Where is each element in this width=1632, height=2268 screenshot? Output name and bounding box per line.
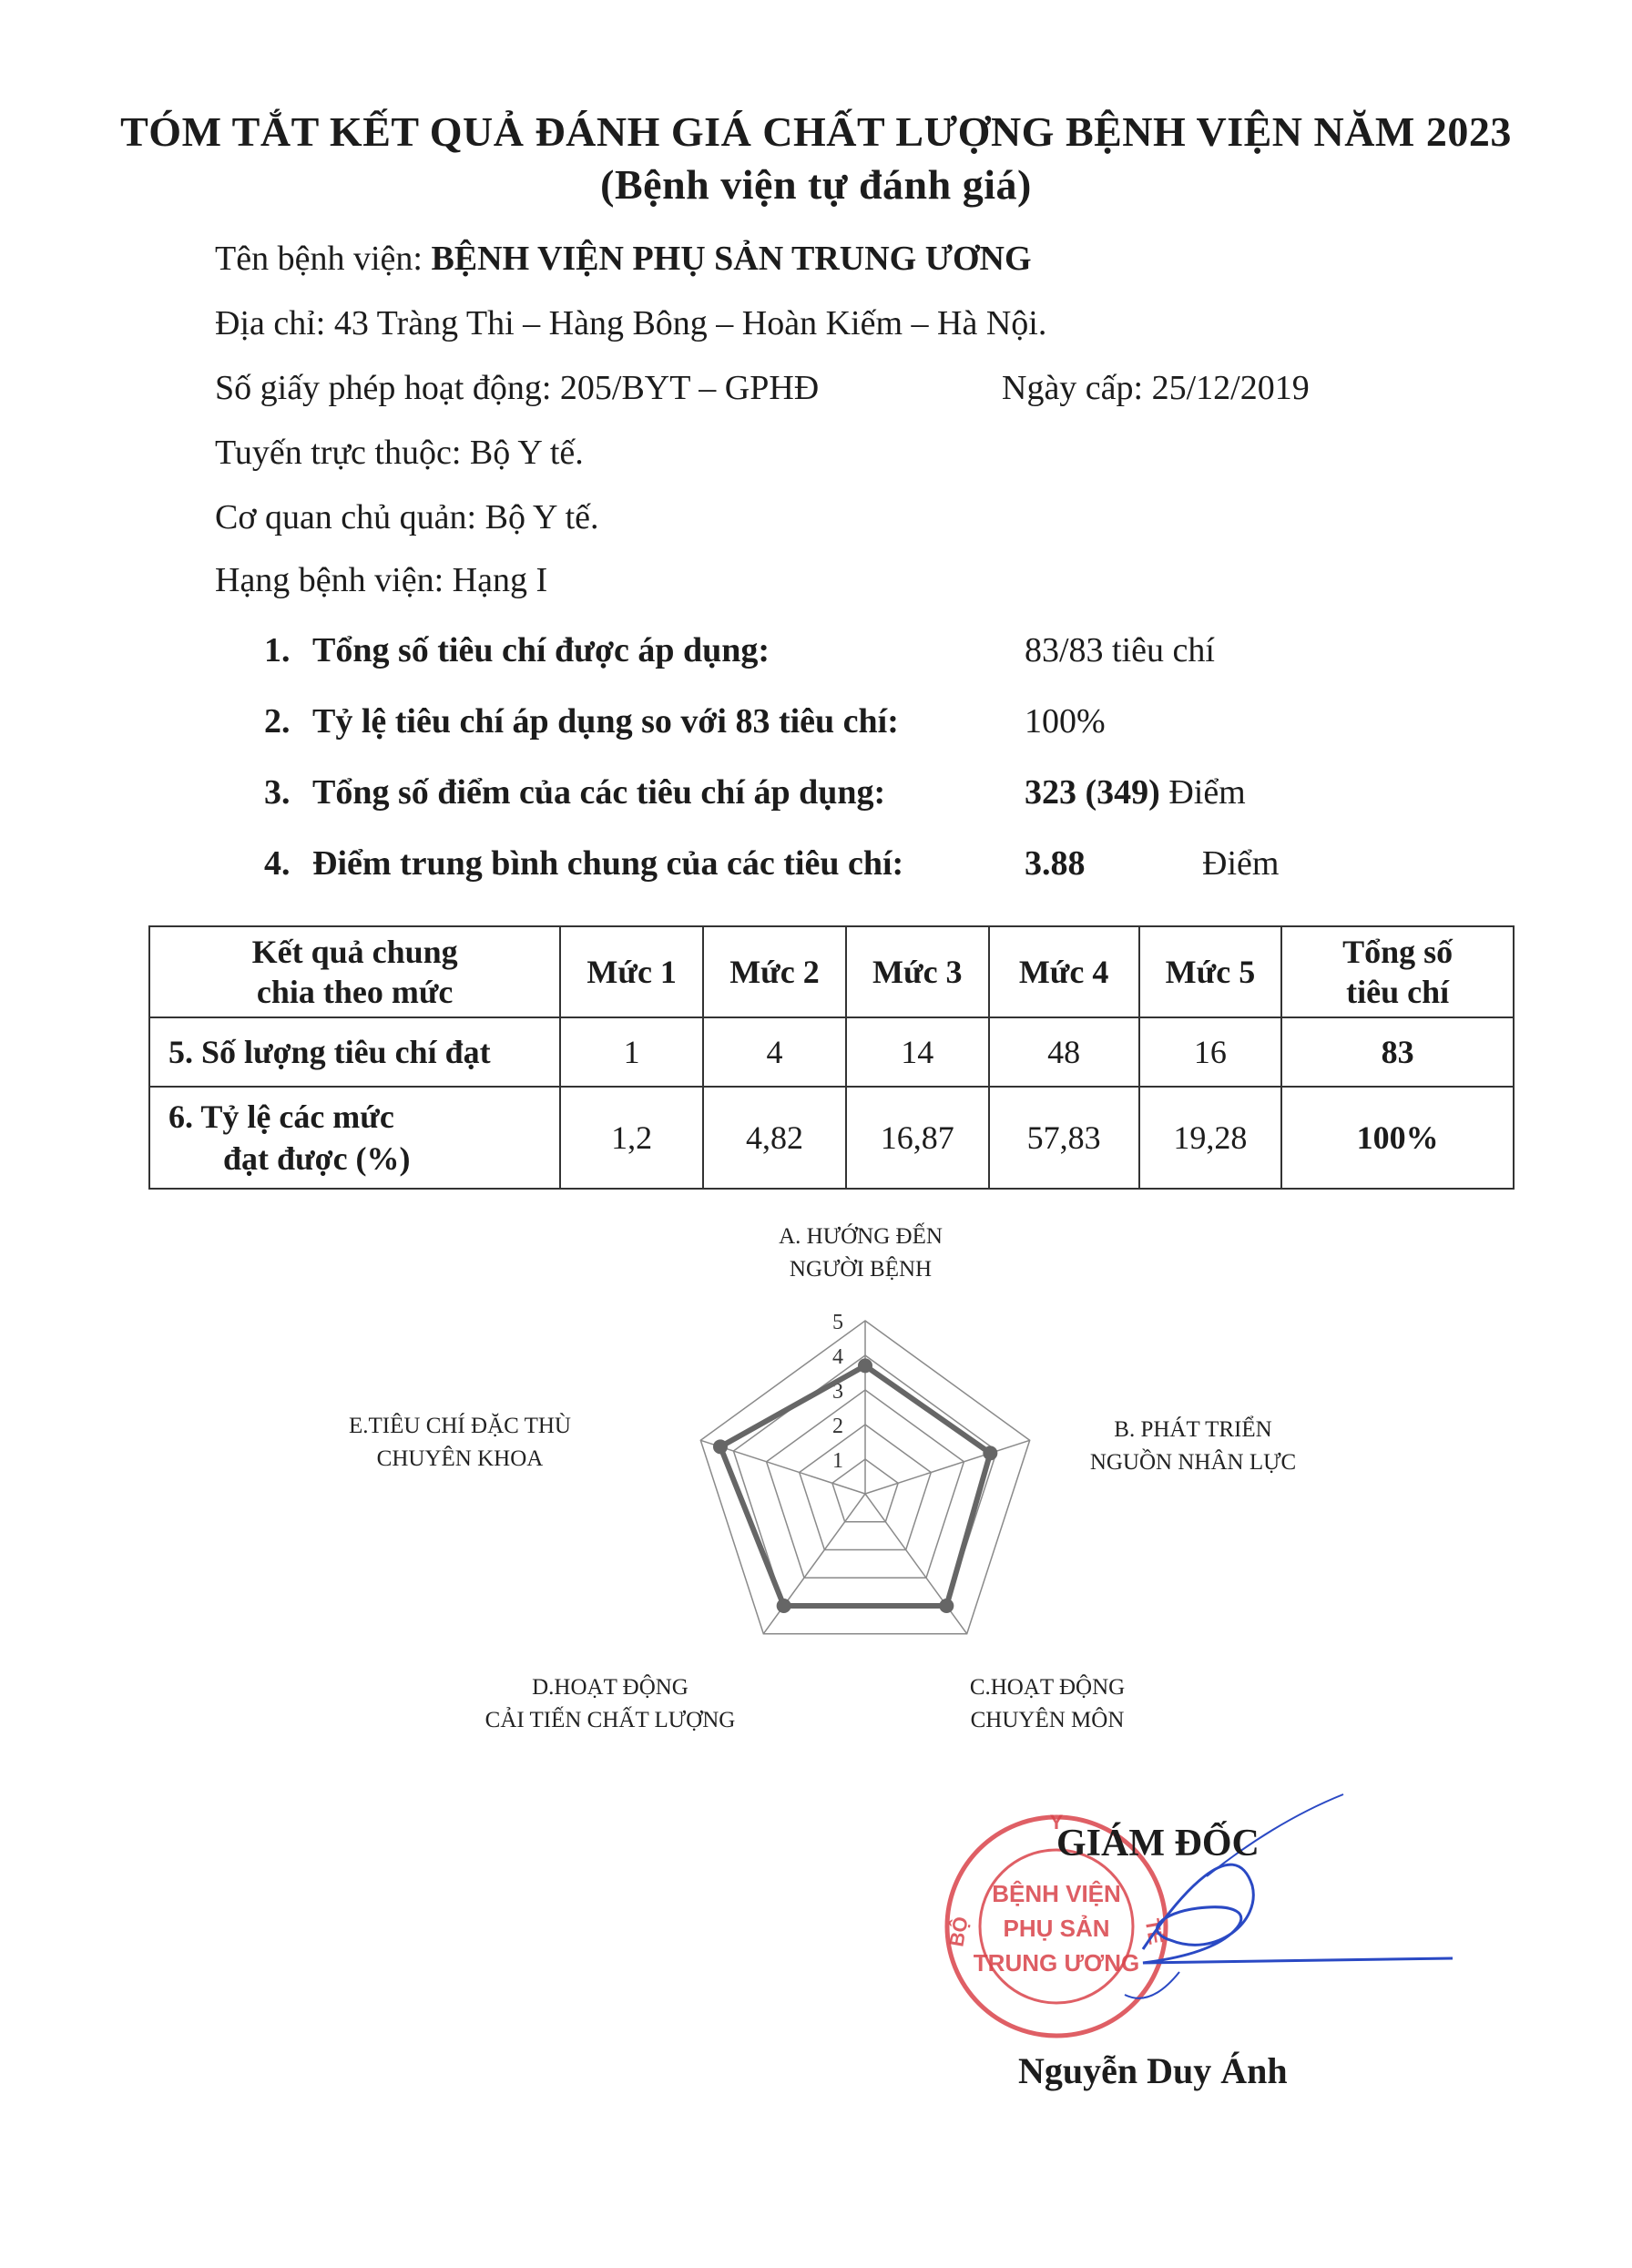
radar-axis-label-b: B. PHÁT TRIỂN NGUỒN NHÂN LỰC xyxy=(1089,1417,1297,1475)
document-subtitle: (Bệnh viện tự đánh giá) xyxy=(600,161,1032,208)
issue-date-line xyxy=(1002,368,1310,408)
signatory-title: GIÁM ĐỐC xyxy=(1056,1823,1260,1864)
radar-axis-label-a: A. HƯỚNG ĐẾN NGƯỜI BỆNH xyxy=(779,1224,943,1282)
header-level-cell: Mức 3 xyxy=(846,926,989,1017)
row-label-cell: 5. Số lượng tiêu chí đạt xyxy=(149,1017,560,1087)
radar-spoke xyxy=(865,1494,967,1634)
radar-tick-label: 5 xyxy=(832,1311,843,1334)
radar-spoke xyxy=(865,1440,1030,1494)
stat-number: 2. xyxy=(264,702,291,741)
total-cell: 100% xyxy=(1281,1087,1514,1189)
radar-data-point xyxy=(858,1358,872,1373)
value-cell: 1 xyxy=(560,1017,703,1087)
rank-row xyxy=(215,560,547,600)
stat-value-number: 3.88 xyxy=(1025,844,1086,883)
header-total-line: Tổng số xyxy=(1342,934,1454,970)
issue-date-value: 25/12/2019 xyxy=(1151,369,1310,407)
radar-data-point xyxy=(939,1599,954,1613)
stat-label: Điểm trung bình chung của các tiêu chí: xyxy=(312,844,904,883)
radar-spoke xyxy=(763,1494,865,1634)
stat-value: 100% xyxy=(1025,702,1106,741)
total-cell: 83 xyxy=(1281,1017,1514,1087)
stat-label: Tỷ lệ tiêu chí áp dụng so với 83 tiêu chí: xyxy=(312,702,899,741)
hospital-name-line xyxy=(215,239,1032,279)
header-total-cell xyxy=(1281,926,1514,1017)
header-label-line: chia theo mức xyxy=(256,974,454,1010)
header-label-cell xyxy=(149,926,560,1017)
line-value: Bộ Y tế. xyxy=(469,434,584,472)
stat-number: 4. xyxy=(264,844,291,883)
address-line xyxy=(215,303,1046,343)
radar-data-point xyxy=(983,1446,997,1460)
agency-value: Bộ Y tế. xyxy=(484,498,599,536)
signatory-name: Nguyễn Duy Ánh xyxy=(1018,2050,1288,2091)
header-total-line: tiêu chí xyxy=(1346,974,1450,1010)
row-label-line: 6. Tỷ lệ các mức xyxy=(168,1098,394,1135)
table-row xyxy=(149,1017,1514,1087)
radar-tick-label: 1 xyxy=(832,1449,843,1473)
stat-number: 3. xyxy=(264,773,291,812)
row-label-cell xyxy=(149,1087,560,1189)
svg-text:PHỤ SẢN: PHỤ SẢN xyxy=(1003,1915,1110,1942)
agency-label: Cơ quan chủ quản: xyxy=(215,498,477,536)
stat-label: Tổng số tiêu chí được áp dụng: xyxy=(312,631,770,669)
stat-value-unit: Điểm xyxy=(1168,773,1246,812)
value-cell: 16,87 xyxy=(846,1087,989,1189)
header-level-cell: Mức 4 xyxy=(989,926,1139,1017)
stat-value-number: 323 (349) xyxy=(1025,773,1160,812)
stat-value xyxy=(1025,772,1246,812)
table-header-row xyxy=(149,926,1514,1017)
license-line xyxy=(215,368,819,408)
radar-axis-label-c: C.HOẠT ĐỘNG CHUYÊN MÔN xyxy=(969,1675,1126,1732)
line-row xyxy=(215,433,584,473)
svg-text:TẾ: TẾ xyxy=(1140,1916,1168,1946)
radar-series-line xyxy=(720,1365,990,1606)
document-title: TÓM TẮT KẾT QUẢ ĐÁNH GIÁ CHẤT LƯỢNG BỆNH VIỆN NĂM 2023 xyxy=(120,108,1512,155)
value-cell: 1,2 xyxy=(560,1087,703,1189)
results-table xyxy=(148,925,1515,1190)
stat-value: 83/83 tiêu chí xyxy=(1025,631,1215,669)
svg-text:BỆNH VIỆN: BỆNH VIỆN xyxy=(992,1880,1121,1907)
svg-text:TRUNG ƯƠNG: TRUNG ƯƠNG xyxy=(973,1949,1140,1977)
agency-row xyxy=(215,497,599,537)
radar-tick-label: 3 xyxy=(832,1380,843,1404)
radar-tick-label: 4 xyxy=(832,1345,843,1369)
radar-tick-label: 2 xyxy=(832,1415,843,1438)
header-level-cell: Mức 2 xyxy=(703,926,846,1017)
table-row xyxy=(149,1087,1514,1189)
issue-date-label: Ngày cấp: xyxy=(1002,369,1144,407)
row-label-line: đạt được (%) xyxy=(223,1140,411,1177)
radar-data-point xyxy=(777,1599,791,1613)
stat-value xyxy=(1025,843,1280,884)
stat-number: 1. xyxy=(264,631,291,669)
radar-axis-label-e: E.TIÊU CHÍ ĐẶC THÙ CHUYÊN KHOA xyxy=(349,1414,571,1471)
svg-text:Y: Y xyxy=(1049,1811,1064,1834)
value-cell: 57,83 xyxy=(989,1087,1139,1189)
header-level-cell: Mức 1 xyxy=(560,926,703,1017)
radar-data-point xyxy=(713,1439,728,1454)
hospital-name: BỆNH VIỆN PHỤ SẢN TRUNG ƯƠNG xyxy=(431,240,1032,278)
header-level-cell: Mức 5 xyxy=(1139,926,1282,1017)
radar-axis-label-d: D.HOẠT ĐỘNG CẢI TIẾN CHẤT LƯỢNG xyxy=(484,1675,736,1732)
value-cell: 14 xyxy=(846,1017,989,1087)
rank-value: Hạng I xyxy=(452,561,548,599)
license-label: Số giấy phép hoạt động: xyxy=(215,369,552,407)
header-label-line: Kết quả chung xyxy=(251,934,458,970)
address-label: Địa chỉ: xyxy=(215,304,326,342)
value-cell: 4,82 xyxy=(703,1087,846,1189)
license-value: 205/BYT – GPHĐ xyxy=(559,369,820,407)
address-value: 43 Tràng Thi – Hàng Bông – Hoàn Kiếm – Hà Nội. xyxy=(333,304,1047,342)
stat-label: Tổng số điểm của các tiêu chí áp dụng: xyxy=(312,773,886,812)
svg-text:BỘ: BỘ xyxy=(944,1915,973,1949)
line-label: Tuyến trực thuộc: xyxy=(215,434,462,472)
value-cell: 48 xyxy=(989,1017,1139,1087)
value-cell: 16 xyxy=(1139,1017,1282,1087)
rank-label: Hạng bệnh viện: xyxy=(215,561,444,599)
radar-chart xyxy=(638,1275,1093,1667)
value-cell: 19,28 xyxy=(1139,1087,1282,1189)
value-cell: 4 xyxy=(703,1017,846,1087)
stat-value-unit: Điểm xyxy=(1202,844,1280,883)
hospital-label: Tên bệnh viện: xyxy=(215,240,423,278)
